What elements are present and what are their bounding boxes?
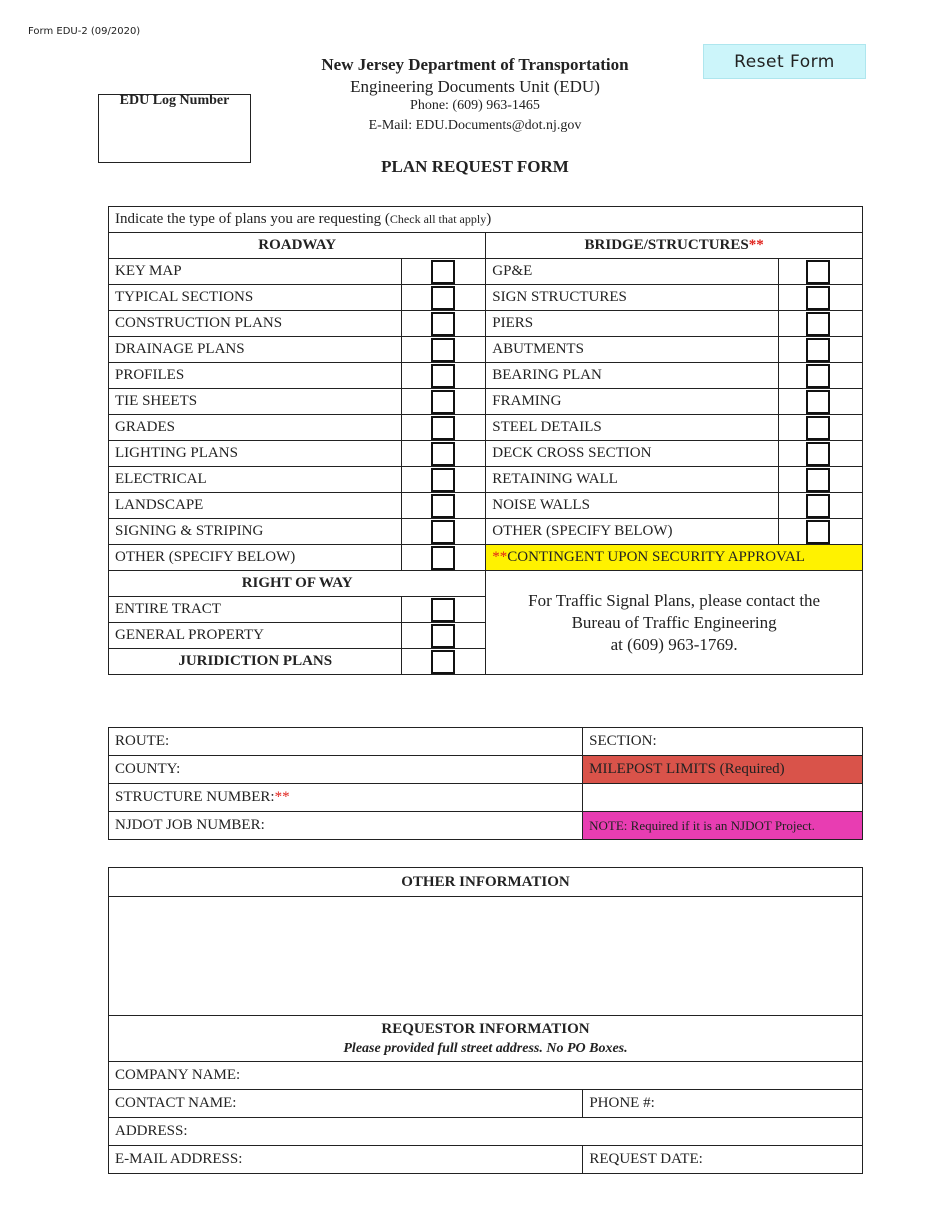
- gpe-checkbox[interactable]: [806, 260, 830, 284]
- right-of-way-item: ENTIRE TRACT: [109, 597, 402, 623]
- other-information-textarea[interactable]: [109, 897, 863, 1016]
- other-information-table: [108, 867, 863, 1174]
- framing-checkbox[interactable]: [806, 390, 830, 414]
- form-title: PLAN REQUEST FORM: [381, 157, 569, 176]
- right-of-way-header: RIGHT OF WAY: [109, 571, 486, 597]
- other-information-header: OTHER INFORMATION: [109, 868, 863, 897]
- bridge-item: PIERS: [486, 311, 779, 337]
- signing-striping-checkbox[interactable]: [431, 520, 455, 544]
- bridge-other-checkbox[interactable]: [806, 520, 830, 544]
- right-of-way-item: GENERAL PROPERTY: [109, 623, 402, 649]
- roadway-item: LIGHTING PLANS: [109, 441, 402, 467]
- roadway-item: DRAINAGE PLANS: [109, 337, 402, 363]
- retaining-wall-checkbox[interactable]: [806, 468, 830, 492]
- roadway-item: SIGNING & STRIPING: [109, 519, 402, 545]
- steel-details-checkbox[interactable]: [806, 416, 830, 440]
- address-field[interactable]: ADDRESS:: [109, 1118, 863, 1146]
- requestor-information-header: REQUESTOR INFORMATION Please provided full street address. No PO Boxes.: [109, 1016, 863, 1062]
- landscape-checkbox[interactable]: [431, 494, 455, 518]
- bridge-item: NOISE WALLS: [486, 493, 779, 519]
- plan-instruction: Indicate the type of plans you are requesting (Check all that apply): [109, 207, 863, 233]
- bridge-item: ABUTMENTS: [486, 337, 779, 363]
- milepost-input[interactable]: [583, 784, 863, 812]
- unit-email: E-Mail: EDU.Documents@dot.nj.gov: [368, 118, 582, 133]
- profiles-checkbox[interactable]: [431, 364, 455, 388]
- edu-log-number-box[interactable]: [98, 94, 251, 163]
- general-property-checkbox[interactable]: [431, 624, 455, 648]
- abutments-checkbox[interactable]: [806, 338, 830, 362]
- bridge-item: RETAINING WALL: [486, 467, 779, 493]
- roadway-item: CONSTRUCTION PLANS: [109, 311, 402, 337]
- phone-field[interactable]: PHONE #:: [583, 1090, 863, 1118]
- bridge-item: BEARING PLAN: [486, 363, 779, 389]
- jurisdiction-plans-label: JURIDICTION PLANS: [109, 649, 402, 675]
- milepost-limits-field[interactable]: MILEPOST LIMITS (Required): [583, 756, 863, 784]
- company-name-field[interactable]: COMPANY NAME:: [109, 1062, 863, 1090]
- bridge-item: SIGN STRUCTURES: [486, 285, 779, 311]
- contact-name-field[interactable]: CONTACT NAME:: [109, 1090, 583, 1118]
- traffic-signal-note: For Traffic Signal Plans, please contact the Bureau of Traffic Engineering at (609) 963-1769.: [486, 571, 863, 675]
- construction-plans-checkbox[interactable]: [431, 312, 455, 336]
- request-date-field[interactable]: REQUEST DATE:: [583, 1146, 863, 1174]
- section-field[interactable]: SECTION:: [583, 728, 863, 756]
- jurisdiction-plans-checkbox[interactable]: [431, 650, 455, 674]
- bridge-item: FRAMING: [486, 389, 779, 415]
- reset-form-button[interactable]: Reset Form: [703, 44, 866, 79]
- lighting-plans-checkbox[interactable]: [431, 442, 455, 466]
- bridge-item: GP&E: [486, 259, 779, 285]
- key-map-checkbox[interactable]: [431, 260, 455, 284]
- tie-sheets-checkbox[interactable]: [431, 390, 455, 414]
- roadway-item: GRADES: [109, 415, 402, 441]
- county-field[interactable]: COUNTY:: [109, 756, 583, 784]
- electrical-checkbox[interactable]: [431, 468, 455, 492]
- structure-number-field[interactable]: STRUCTURE NUMBER:**: [109, 784, 583, 812]
- bridge-item: STEEL DETAILS: [486, 415, 779, 441]
- deck-cross-section-checkbox[interactable]: [806, 442, 830, 466]
- roadway-other-checkbox[interactable]: [431, 546, 455, 570]
- plan-types-table: [108, 206, 863, 675]
- entire-tract-checkbox[interactable]: [431, 598, 455, 622]
- bridge-header: BRIDGE/STRUCTURES**: [486, 233, 863, 259]
- roadway-item: TYPICAL SECTIONS: [109, 285, 402, 311]
- piers-checkbox[interactable]: [806, 312, 830, 336]
- roadway-header: ROADWAY: [109, 233, 486, 259]
- njdot-job-number-field[interactable]: NJDOT JOB NUMBER:: [109, 812, 583, 840]
- unit-phone: Phone: (609) 963-1465: [410, 98, 540, 113]
- drainage-plans-checkbox[interactable]: [431, 338, 455, 362]
- roadway-item: OTHER (SPECIFY BELOW): [109, 545, 402, 571]
- bridge-item: OTHER (SPECIFY BELOW): [486, 519, 779, 545]
- edu-log-number-label: EDU Log Number: [119, 93, 230, 108]
- bridge-item: DECK CROSS SECTION: [486, 441, 779, 467]
- department-name: New Jersey Department of Transportation: [321, 55, 629, 74]
- unit-name: Engineering Documents Unit (EDU): [350, 77, 600, 96]
- roadway-item: KEY MAP: [109, 259, 402, 285]
- roadway-item: PROFILES: [109, 363, 402, 389]
- email-address-field[interactable]: E-MAIL ADDRESS:: [109, 1146, 583, 1174]
- noise-walls-checkbox[interactable]: [806, 494, 830, 518]
- roadway-item: LANDSCAPE: [109, 493, 402, 519]
- form-number: Form EDU-2 (09/2020): [28, 26, 141, 37]
- typical-sections-checkbox[interactable]: [431, 286, 455, 310]
- bearing-plan-checkbox[interactable]: [806, 364, 830, 388]
- requestor-instruction: Please provided full street address. No PO Boxes.: [343, 1040, 628, 1056]
- contingent-notice: **CONTINGENT UPON SECURITY APPROVAL: [486, 545, 863, 571]
- njdot-job-note[interactable]: NOTE: Required if it is an NJDOT Project.: [583, 812, 863, 840]
- sign-structures-checkbox[interactable]: [806, 286, 830, 310]
- location-table: [108, 727, 863, 840]
- roadway-item: ELECTRICAL: [109, 467, 402, 493]
- route-field[interactable]: ROUTE:: [109, 728, 583, 756]
- grades-checkbox[interactable]: [431, 416, 455, 440]
- roadway-item: TIE SHEETS: [109, 389, 402, 415]
